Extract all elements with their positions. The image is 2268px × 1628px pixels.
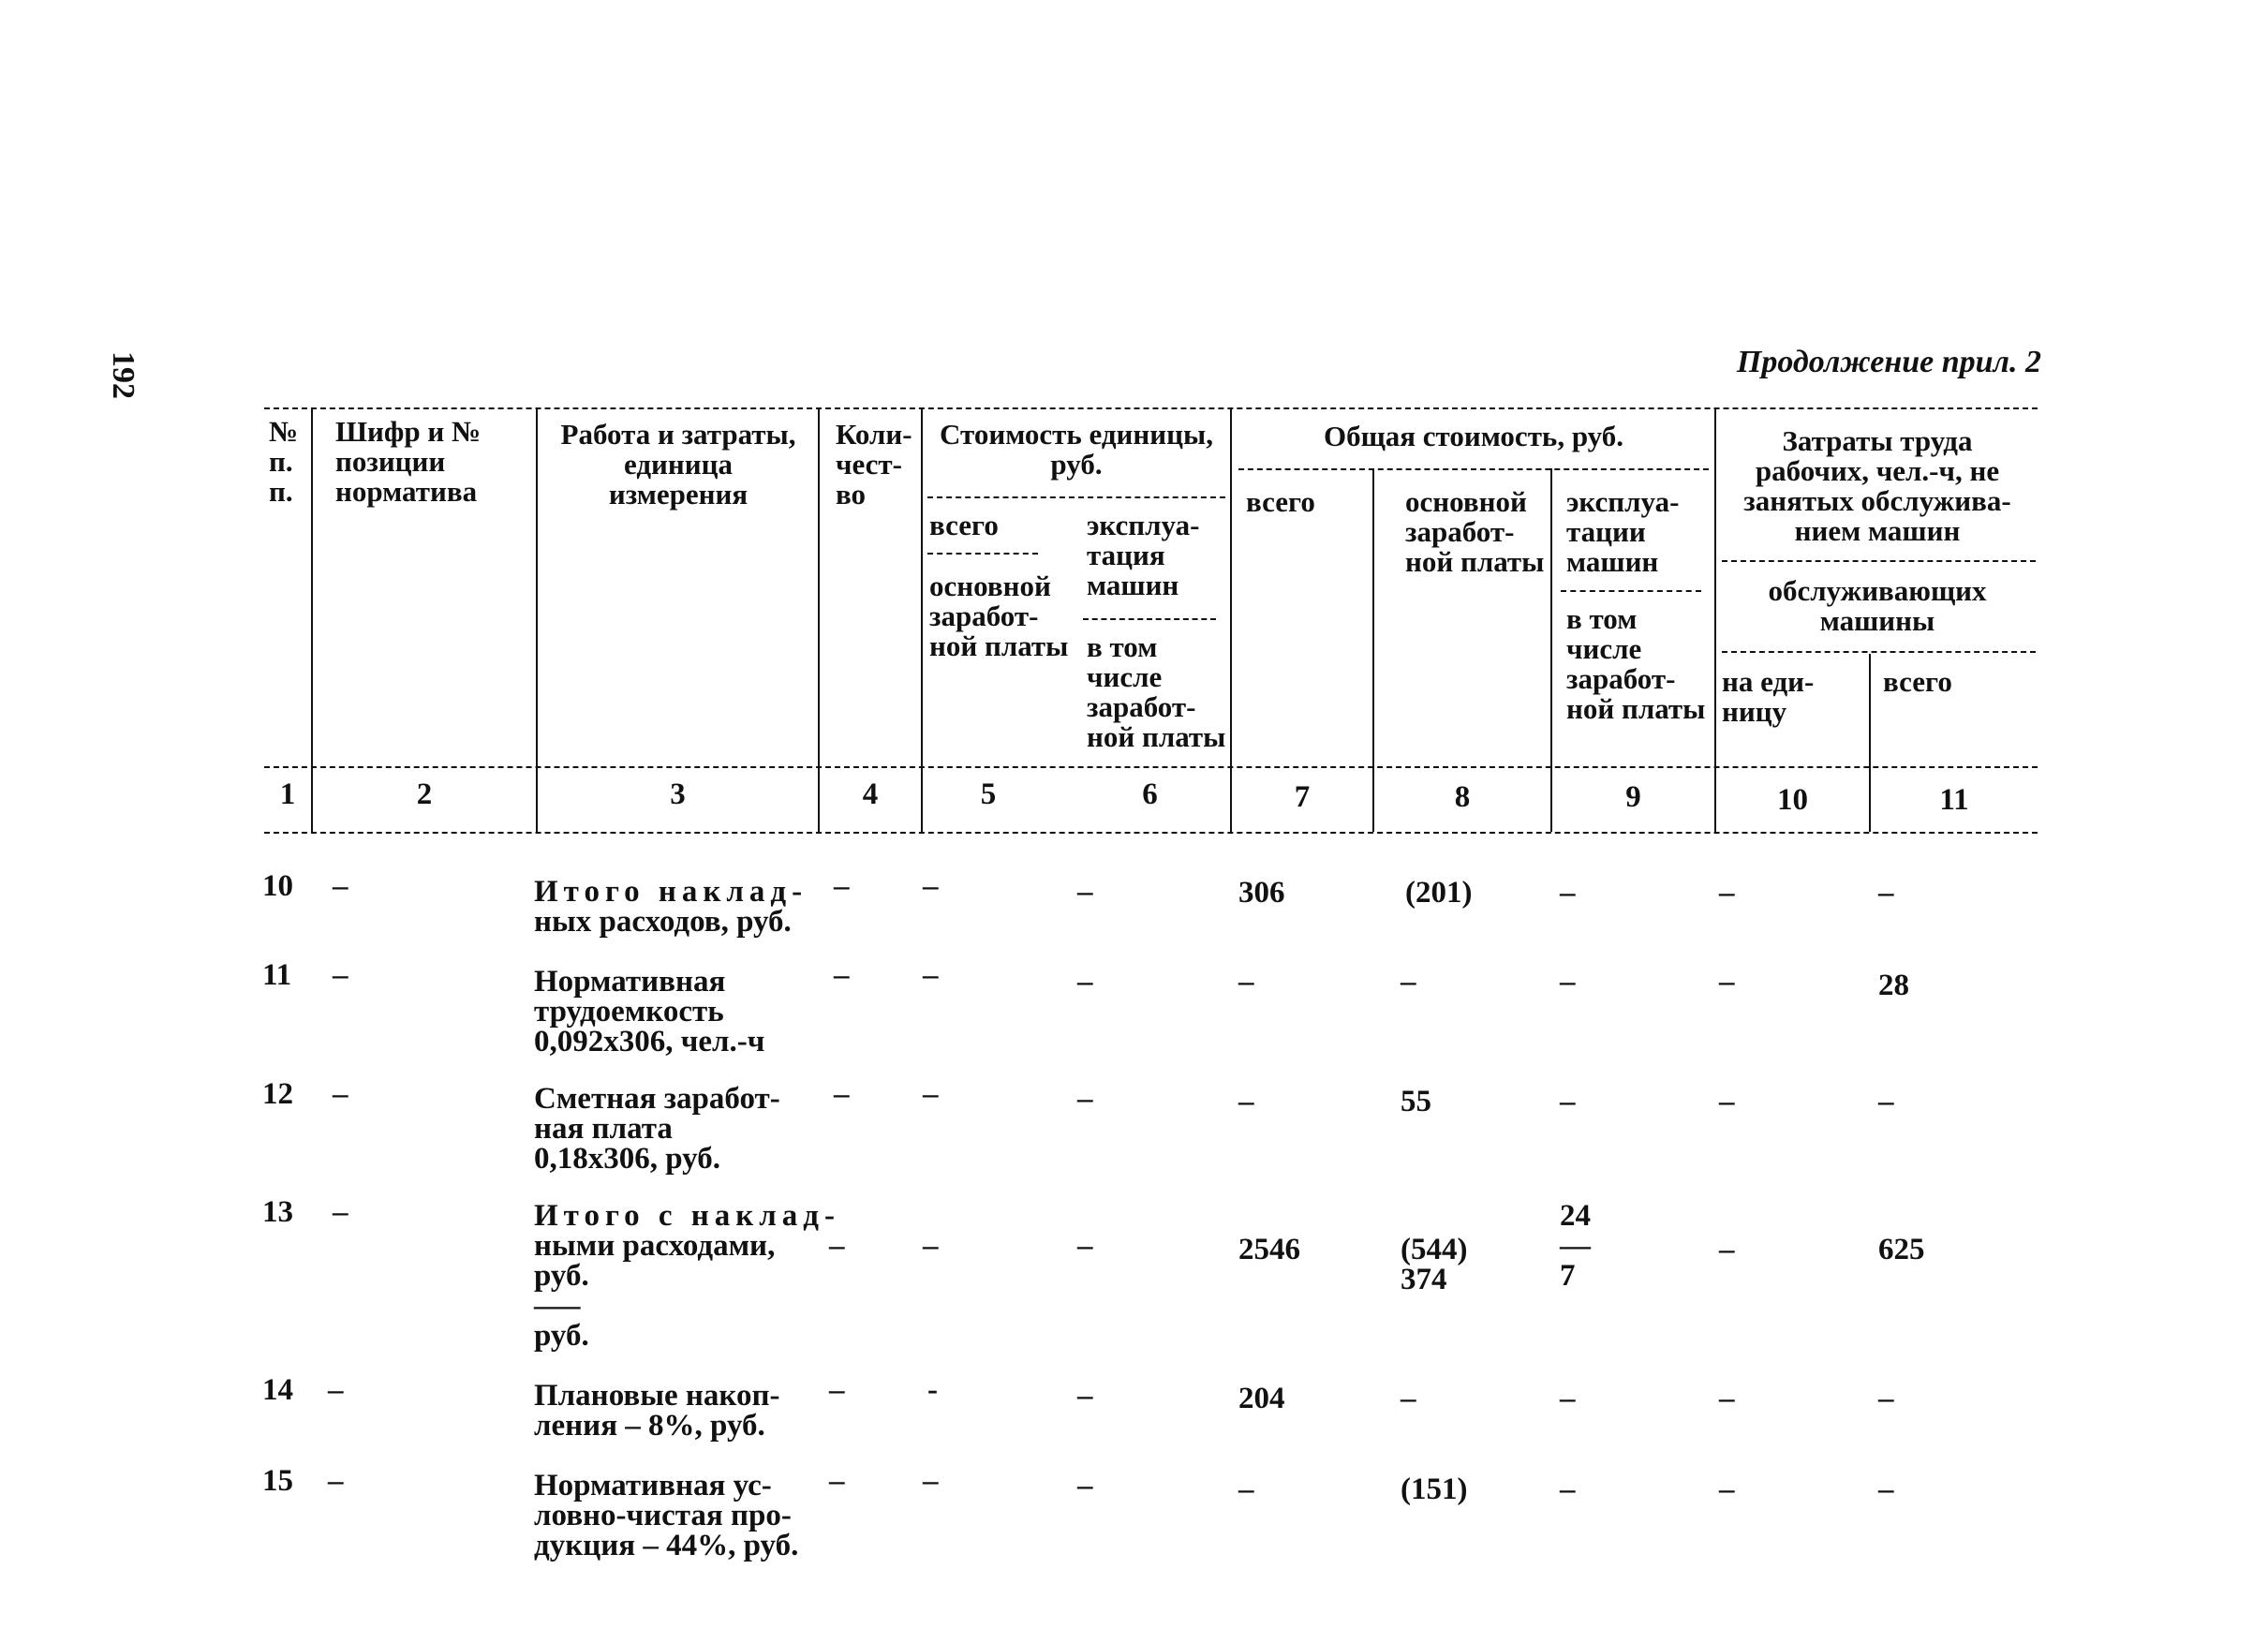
header-total-all: всего [1246, 485, 1315, 518]
cell-row-number: 12 [262, 1077, 293, 1111]
cell-work: ных расходов, руб. [534, 905, 792, 939]
cell-total-machines: – [1560, 1382, 1576, 1415]
header-quantity: Коли- чест- во [836, 418, 912, 511]
cell-row-number: 14 [262, 1373, 293, 1407]
cell-labor-total: 625 [1878, 1233, 1925, 1266]
col-number: 10 [1777, 783, 1808, 817]
cell-code: – [333, 869, 348, 903]
col-number: 2 [416, 777, 433, 811]
header-row-number: № п. п. [269, 415, 299, 508]
col-border-3 [818, 407, 820, 832]
cell-total-all: – [1238, 1085, 1254, 1118]
cell-total-all: – [1238, 965, 1254, 999]
col-number: 8 [1454, 780, 1471, 814]
col-border-7 [1550, 468, 1552, 832]
cell-total-all: 2546 [1238, 1233, 1300, 1266]
header-total-cost: Общая стоимость, руб. [1323, 420, 1623, 452]
cell-labor-total: 28 [1878, 969, 1909, 1002]
header-total-machines-wage: в том числе заработ- ной платы [1566, 602, 1706, 725]
col-border-6 [1372, 468, 1374, 832]
rule-top [264, 407, 2038, 409]
cell-unit-machines: – [1077, 1379, 1093, 1413]
cell-row-number: 11 [262, 958, 292, 992]
header-labor: Затраты труда рабочих, чел.-ч, не занятых обслужива- нием машин [1743, 424, 2011, 547]
header-total-machines: эксплуа- тации машин [1566, 485, 1680, 578]
cell-total-wage: 55 [1401, 1085, 1431, 1118]
cell-code: – [328, 1464, 344, 1498]
header-labor-per-unit: на еди- ницу [1722, 665, 1815, 728]
rule-total-mach [1561, 590, 1701, 592]
cell-unit-total: – [923, 958, 939, 992]
cell-total-machines: – [1560, 1473, 1576, 1506]
cell-work: Нормативная ус- ловно-чистая про- дукция – 44%, руб. [534, 1469, 799, 1562]
cell-total-all: – [1238, 1473, 1254, 1506]
cell-quantity: – [834, 869, 850, 903]
rule-unit-mach [1083, 618, 1216, 620]
cell-unit-machines: – [1077, 965, 1093, 999]
cell-unit-total: - [927, 1373, 938, 1407]
cell-unit-machines: – [1077, 1469, 1093, 1502]
cell-labor-total: – [1878, 876, 1894, 910]
cell-labor-total: – [1878, 1085, 1894, 1118]
continuation-caption: Продолжение прил. 2 [1736, 345, 2041, 379]
cell-total-wage: (151) [1401, 1473, 1468, 1506]
cell-total-machines: – [1560, 965, 1576, 999]
cell-labor-unit: – [1719, 1382, 1735, 1415]
cell-row-number: 10 [262, 869, 293, 903]
cell-total-all: 306 [1238, 876, 1285, 910]
cell-row-number: 13 [262, 1195, 293, 1229]
cell-total-wage: – [1401, 1382, 1416, 1415]
col-number: 6 [1142, 777, 1158, 811]
col-number: 7 [1294, 780, 1311, 814]
cell-quantity: – [829, 1464, 845, 1498]
cell-labor-unit: – [1719, 965, 1735, 999]
cell-total-wage: (544) 374 [1401, 1233, 1468, 1296]
cell-quantity: – [829, 1373, 845, 1407]
cell-unit-machines: – [1077, 1082, 1093, 1116]
cell-total-wage: (201) [1405, 876, 1473, 910]
cell-code: – [333, 1077, 348, 1111]
cell-quantity: – [834, 958, 850, 992]
header-work: Работа и затраты, единица измерения [560, 418, 796, 511]
cell-code: – [333, 958, 348, 992]
header-unit-total-wage: основной заработ- ной платы [929, 570, 1069, 662]
cell-code: – [333, 1195, 348, 1229]
cell-quantity: – [834, 1077, 850, 1111]
rule-unit-total [927, 553, 1038, 555]
rule-numbers-bottom [264, 832, 2038, 834]
header-unit-machines-wage: в том числе заработ- ной платы [1087, 630, 1226, 753]
cell-labor-unit: – [1719, 876, 1735, 910]
cell-work: Сметная заработ- ная плата 0,18х306, руб. [534, 1082, 780, 1176]
cell-total-machines: 24 –– 7 [1560, 1199, 1591, 1293]
page-number: 192 [106, 351, 141, 399]
header-labor-servicing: обслуживающих машины [1768, 574, 1987, 637]
cell-unit-total: – [923, 1229, 939, 1263]
col-border-8 [1714, 407, 1716, 832]
cell-work: Нормативная трудоемкость 0,092х306, чел.-ч [534, 965, 765, 1058]
cell-total-machines: – [1560, 876, 1576, 910]
cell-total-all: 204 [1238, 1382, 1285, 1415]
cell-unit-machines: – [1077, 875, 1093, 909]
cell-unit-total: – [923, 1464, 939, 1498]
col-number: 5 [980, 777, 997, 811]
col-border-5 [1230, 407, 1232, 832]
col-border-4 [921, 407, 923, 832]
col-border-2 [536, 407, 538, 832]
cell-unit-total: – [923, 1077, 939, 1111]
cell-work-spaced: Итого наклад- [534, 875, 808, 909]
rule-header-bottom [264, 766, 2038, 768]
cell-code: – [328, 1373, 344, 1407]
cell-total-machines: – [1560, 1085, 1576, 1118]
header-total-wage: основной заработ- ной платы [1405, 485, 1545, 578]
header-code: Шифр и № позиции норматива [335, 415, 482, 508]
header-labor-total: всего [1883, 665, 1952, 698]
cell-labor-unit: – [1719, 1085, 1735, 1118]
cell-total-wage: – [1401, 965, 1416, 999]
cell-row-number: 15 [262, 1464, 293, 1498]
col-number: 3 [670, 777, 686, 811]
cell-work: ными расходами, руб. ––– руб. [534, 1229, 776, 1353]
header-unit-cost: Стоимость единицы, руб. [940, 418, 1213, 481]
cell-labor-total: – [1878, 1473, 1894, 1506]
cell-labor-total: – [1878, 1382, 1894, 1415]
rule-subheader-labor [1722, 560, 2036, 562]
rule-subheader-total-cost [1238, 468, 1709, 470]
header-unit-total: всего [929, 509, 999, 541]
col-number: 4 [862, 777, 879, 811]
col-number: 9 [1625, 780, 1641, 814]
header-unit-machines: эксплуа- тация машин [1087, 509, 1200, 601]
cell-unit-machines: – [1077, 1229, 1093, 1263]
cell-work: Плановые накоп- ления – 8%, руб. [534, 1379, 780, 1443]
col-number: 1 [279, 777, 296, 811]
cell-work-spaced: Итого с наклад- [534, 1199, 840, 1233]
cell-quantity: – [829, 1229, 845, 1263]
rule-subheader-unit-cost [927, 496, 1225, 498]
col-number: 11 [1939, 783, 1969, 817]
cell-unit-total: – [923, 869, 939, 903]
rule-labor-serv [1722, 651, 2036, 653]
cell-labor-unit: – [1719, 1233, 1735, 1266]
col-border-1 [311, 407, 313, 832]
cell-labor-unit: – [1719, 1473, 1735, 1506]
